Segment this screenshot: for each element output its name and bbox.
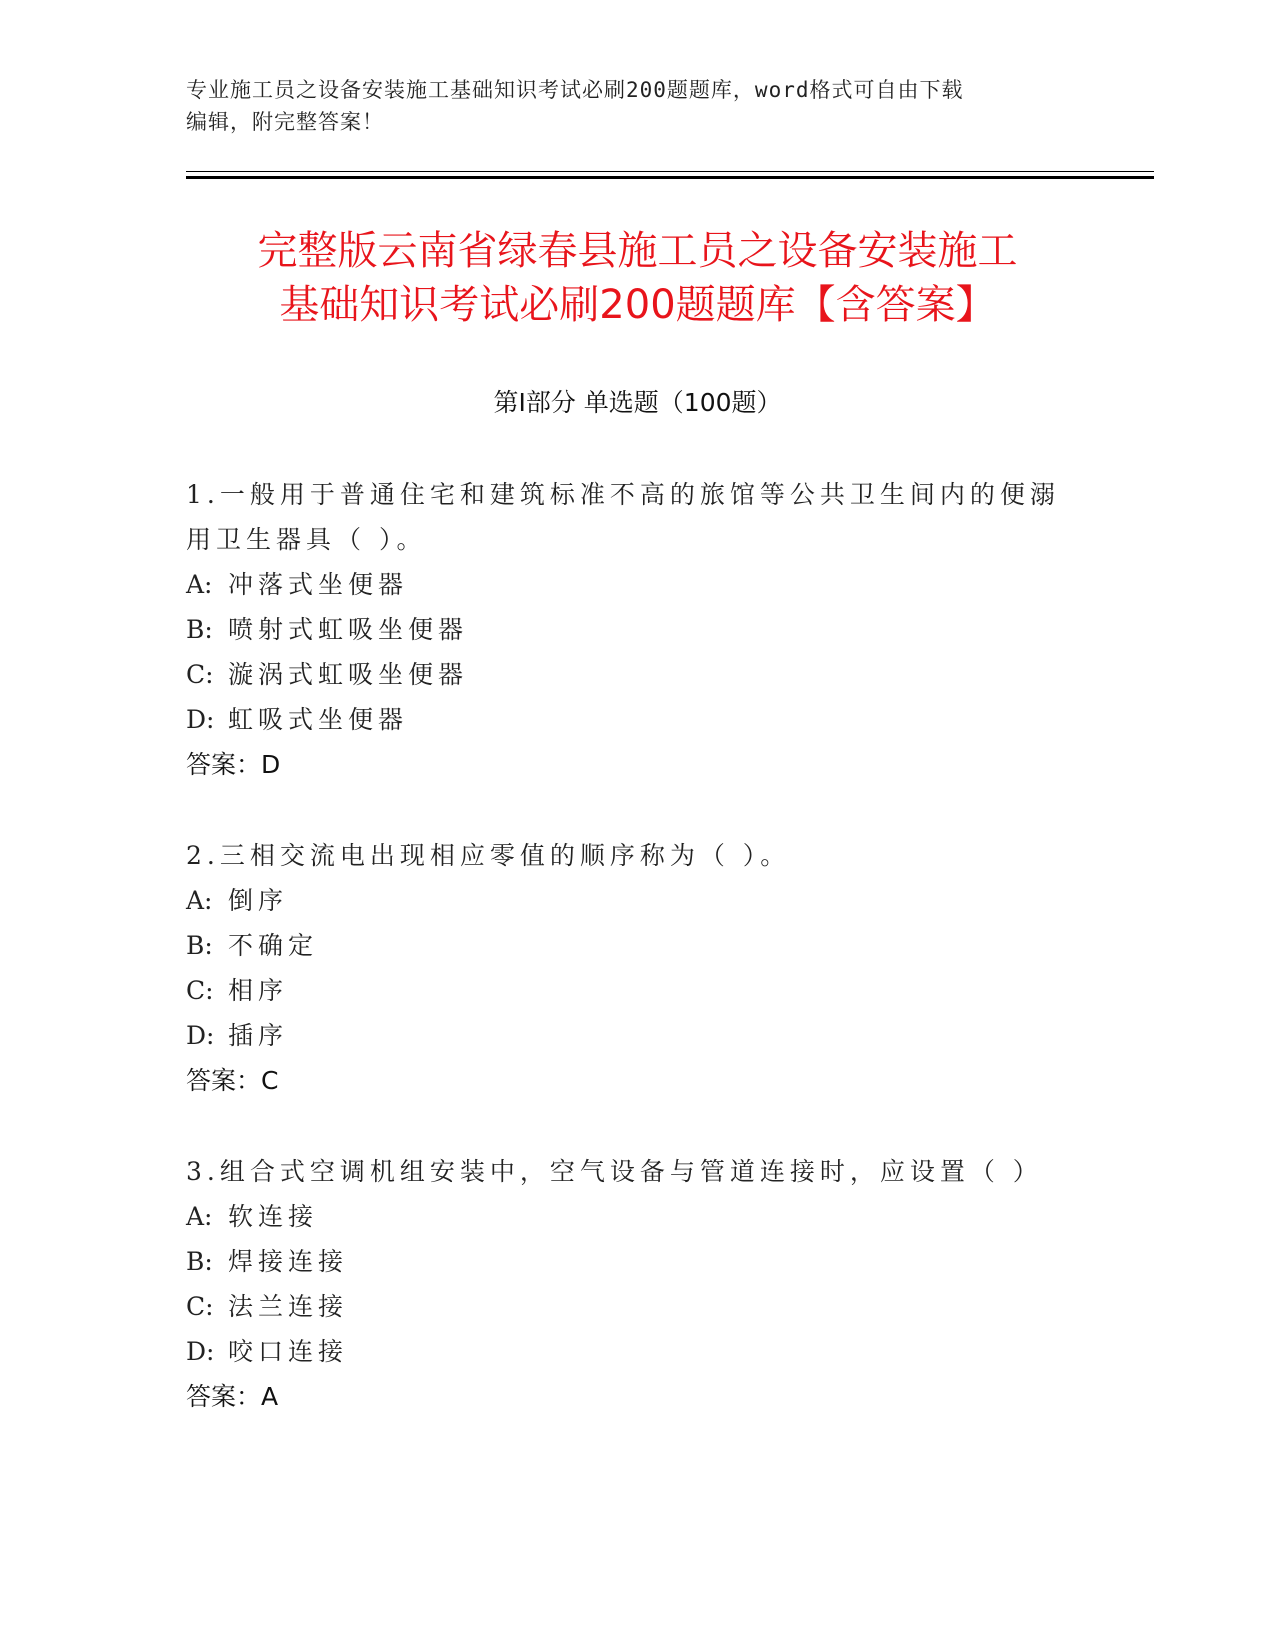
option-key: D: (186, 1337, 215, 1366)
option-c (186, 1284, 1076, 1329)
option-text: 焊接连接 (228, 1247, 349, 1276)
header-note (186, 74, 1066, 138)
option-key: B: (186, 615, 213, 644)
option-key: A: (186, 886, 213, 915)
question-1 (186, 472, 1076, 787)
document-title (0, 224, 1275, 332)
option-key: A: (186, 1202, 213, 1231)
option-text: 喷射式虹吸坐便器 (228, 615, 469, 644)
option-text: 法兰连接 (228, 1292, 349, 1321)
option-text: 不确定 (228, 931, 319, 960)
option-b (186, 607, 1076, 652)
document-title-line-1: 完整版云南省绿春县施工员之设备安装施工 (257, 228, 1018, 274)
question-2 (186, 833, 1076, 1103)
question-list (186, 472, 1076, 1465)
header-note-line-2: 编辑，附完整答案！ (186, 110, 384, 134)
question-3 (186, 1149, 1076, 1419)
option-d (186, 1329, 1076, 1374)
option-text: 软连接 (228, 1202, 319, 1231)
option-text: 相序 (228, 976, 289, 1005)
option-key: C: (186, 976, 214, 1005)
header-rule-thick (186, 176, 1154, 179)
option-c (186, 968, 1076, 1013)
option-key: C: (186, 660, 214, 689)
option-key: B: (186, 1247, 213, 1276)
option-key: A: (186, 570, 213, 599)
option-text: 咬口连接 (228, 1337, 349, 1366)
option-key: C: (186, 1292, 214, 1321)
option-a (186, 1194, 1076, 1239)
option-text: 插序 (228, 1021, 289, 1050)
option-d (186, 697, 1076, 742)
option-b (186, 1239, 1076, 1284)
option-key: D: (186, 1021, 215, 1050)
option-a (186, 878, 1076, 923)
option-text: 虹吸式坐便器 (228, 705, 409, 734)
option-text: 倒序 (228, 886, 289, 915)
option-text: 冲落式坐便器 (228, 570, 409, 599)
option-key: D: (186, 705, 215, 734)
option-a (186, 562, 1076, 607)
option-c (186, 652, 1076, 697)
option-d (186, 1013, 1076, 1058)
header-rule-thin (186, 171, 1154, 172)
answer: 答案：C (186, 1066, 279, 1095)
answer: 答案：D (186, 750, 281, 779)
document-title-line-2: 基础知识考试必刷200题题库【含答案】 (279, 282, 996, 328)
answer: 答案：A (186, 1382, 279, 1411)
option-b (186, 923, 1076, 968)
question-stem: 3.组合式空调机组安装中，空气设备与管道连接时，应设置（ ） (186, 1157, 1043, 1186)
question-stem: 1.一般用于普通住宅和建筑标准不高的旅馆等公共卫生间内的便溺用卫生器具（ ）。 (186, 480, 1060, 554)
option-text: 漩涡式虹吸坐便器 (228, 660, 469, 689)
option-key: B: (186, 931, 213, 960)
question-stem: 2.三相交流电出现相应零值的顺序称为（ ）。 (186, 841, 791, 870)
section-title: 第Ⅰ部分 单选题（100题） (493, 388, 782, 417)
header-note-line-1: 专业施工员之设备安装施工基础知识考试必刷200题题库，word格式可自由下载 (186, 78, 964, 102)
